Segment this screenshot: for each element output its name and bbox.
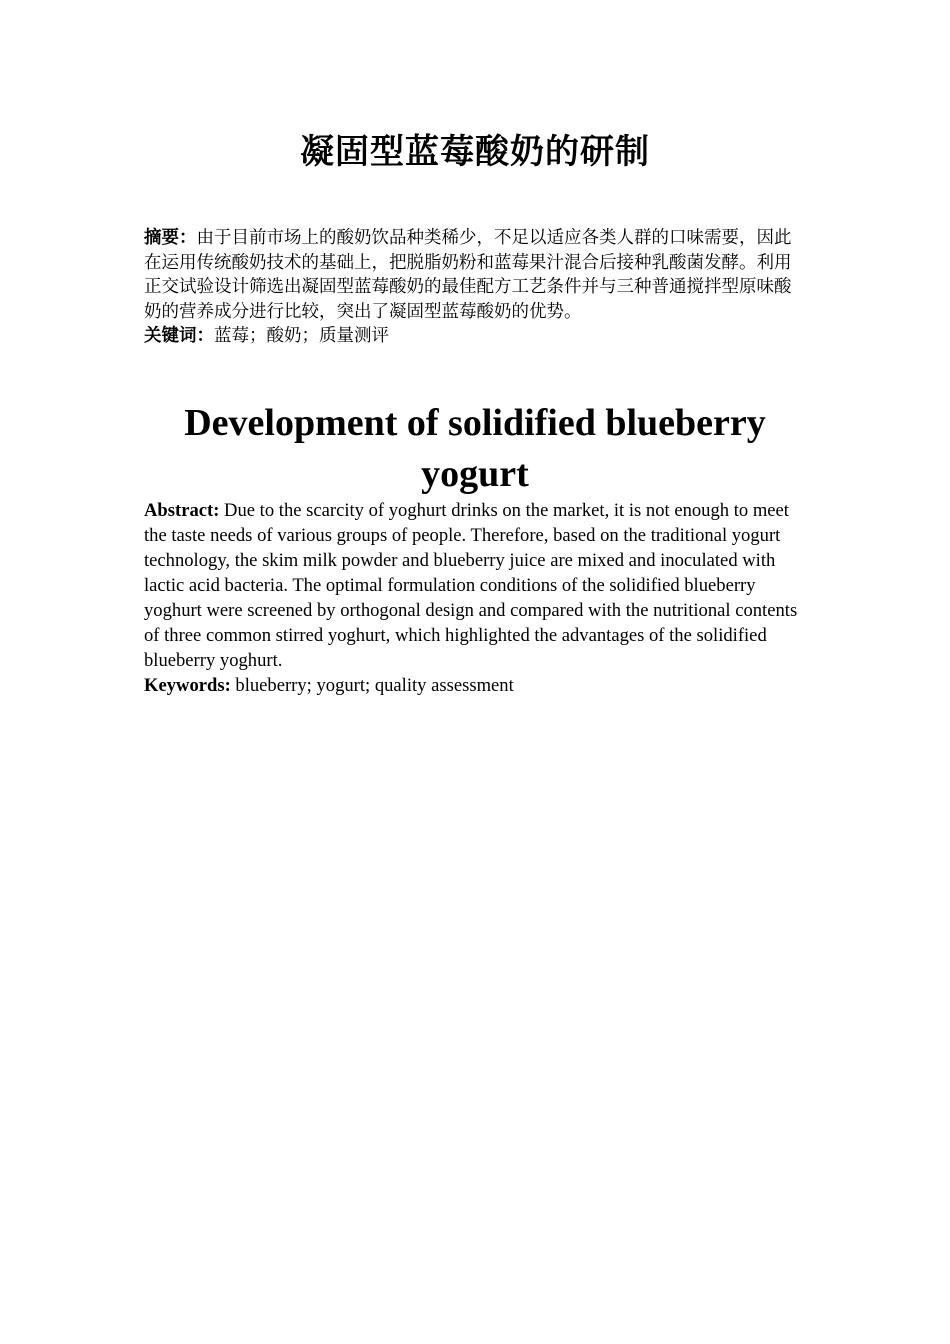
english-keywords-label: Keywords: — [144, 675, 231, 696]
chinese-abstract — [144, 226, 808, 324]
chinese-keywords-text: 蓝莓；酸奶；质量测评 — [214, 326, 389, 347]
english-abstract-block — [144, 498, 808, 698]
english-abstract-label: Abstract: — [144, 500, 220, 521]
chinese-abstract-label: 摘要： — [144, 228, 197, 248]
chinese-abstract-block — [144, 226, 808, 349]
chinese-title: 凝固型蓝莓酸奶的研制 — [300, 132, 650, 172]
english-keywords-text: blueberry; yogurt; quality assessment — [230, 675, 514, 696]
chinese-keywords-label: 关键词： — [144, 326, 214, 347]
chinese-abstract-text: 由于目前市场上的酸奶饮品种类稀少，不足以适应各类人群的口味需要，因此在运用传统酸奶技术的基础上，把脱脂奶粉和蓝莓果汁混合后接种乳酸菌发酵。利用正交试验设计筛选出凝固型蓝莓酸奶的最佳配方工艺条件并与三种普通搅拌型原味酸奶的营养成分进行比较，突出了凝固型蓝莓酸奶的优势。 — [144, 228, 792, 322]
english-keywords — [144, 673, 808, 698]
english-title: Development of solidified blueberry yogurt — [184, 402, 766, 495]
english-abstract-text: Due to the scarcity of yoghurt drinks on the market, it is not enough to meet the taste needs of various groups of people. Therefore, based on the traditional yogurt technology, the skim milk powder and blueberry juice are mixed and inoculated with lactic acid bacteria. The optimal formulation conditions of the solidified blueberry yoghurt were screened by orthogonal design and compared with the nutritional contents of three common stirred yoghurt, which highlighted the advantages of the solidified blueberry yoghurt. — [144, 500, 798, 671]
chinese-keywords — [144, 324, 808, 349]
english-abstract — [144, 498, 808, 673]
